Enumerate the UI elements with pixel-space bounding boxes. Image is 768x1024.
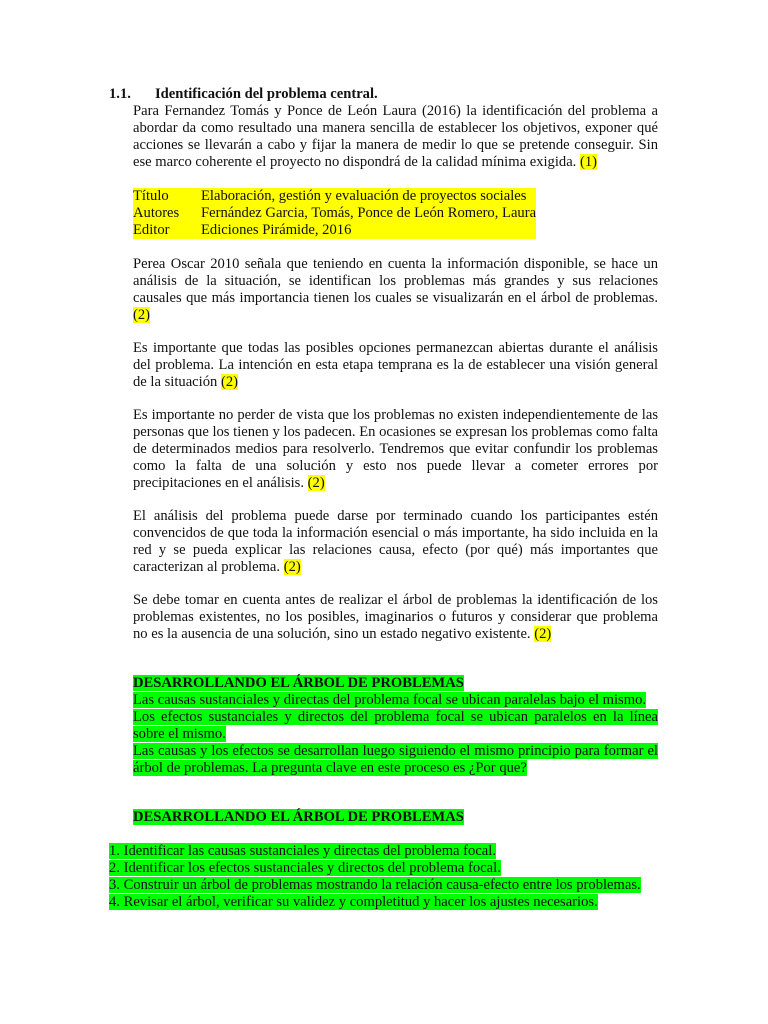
paragraph-reference: (2) <box>307 475 325 491</box>
tree-line <box>133 709 658 743</box>
citation-table <box>133 188 536 239</box>
section-number: 1.1. <box>109 86 131 102</box>
tree-line-text: Las causas sustanciales y directas del problema focal se ubican paralelas bajo el mismo. <box>133 692 647 708</box>
paragraph-text: El análisis del problema puede darse por terminado cuando los participantes estén convencidos de que toda la información esencial o más importante, ha sido incluida en la red y se pueda explicar las relaciones causa, efecto (por qué) más importantes que caracterizan al problema. <box>133 508 658 575</box>
paragraph-reference: (2) <box>133 307 151 323</box>
list-item <box>109 877 658 894</box>
list-item-text: 4. Revisar el árbol, verificar su validez y completitud y hacer los ajustes necesarios. <box>109 894 598 910</box>
citation-value: Elaboración, gestión y evaluación de proyectos sociales <box>201 188 536 205</box>
tree-line <box>133 743 658 777</box>
citation-key: Autores <box>133 205 201 222</box>
list-item <box>109 860 658 877</box>
citation-row <box>133 222 536 239</box>
paragraph-reference: (2) <box>534 626 552 642</box>
list-item-text: 1. Identificar las causas sustanciales y directas del problema focal. <box>109 843 496 859</box>
paragraph-opciones <box>133 340 658 391</box>
intro-reference: (1) <box>579 154 598 170</box>
paragraph-text: Es importante no perder de vista que los problemas no existen independientemente de las personas que los tienen y los padecen. En ocasiones se expresan los problemas como falta de determinados medios para resolverlo. Tendremos que evitar confundir los problemas como la falta de una solución y esto nos puede llevar a cometer errores por precipitaciones en el análisis. <box>133 407 658 491</box>
tree-section-1-body <box>133 692 658 777</box>
section-title: Identificación del problema central. <box>155 86 378 102</box>
intro-paragraph <box>133 103 658 171</box>
paragraph-text: Es importante que todas las posibles opciones permanezcan abiertas durante el análisis del problema. La intención en esta etapa temprana es la de establecer una visión general de la situación <box>133 340 658 390</box>
paragraph-perea <box>133 256 658 324</box>
tree-line-text: Las causas y los efectos se desarrollan luego siguiendo el mismo principio para formar el árbol de problemas. La pregunta clave en este proceso es ¿Por que? <box>133 743 658 776</box>
paragraph-reference: (2) <box>283 559 301 575</box>
section-heading <box>109 86 669 103</box>
paragraph-analisis <box>133 508 658 576</box>
tree-line-text: Los efectos sustanciales y directos del problema focal se ubican paralelos en la línea sobre el mismo. <box>133 709 658 742</box>
list-item <box>109 894 658 911</box>
tree-heading-1-text: DESARROLLANDO EL ÁRBOL DE PROBLEMAS <box>133 675 464 691</box>
list-item-text: 2. Identificar los efectos sustanciales y directos del problema focal. <box>109 860 501 876</box>
paragraph-text: Se debe tomar en cuenta antes de realizar el árbol de problemas la identificación de los problemas existentes, no los posibles, imaginarios o futuros y considerar que problema no es la ausencia de una solución, sino un estado negativo existente. <box>133 592 658 642</box>
tree-heading-2-text: DESARROLLANDO EL ÁRBOL DE PROBLEMAS <box>133 809 464 825</box>
paragraph-existentes <box>133 592 658 643</box>
citation-value: Ediciones Pirámide, 2016 <box>201 222 536 239</box>
tree-heading-1 <box>133 675 464 692</box>
citation-key: Editor <box>133 222 201 239</box>
tree-heading-2 <box>133 809 464 826</box>
list-item-text: 3. Construir un árbol de problemas mostrando la relación causa-efecto entre los problemas. <box>109 877 641 893</box>
paragraph-text: Perea Oscar 2010 señala que teniendo en cuenta la información disponible, se hace un análisis de la situación, se identifican los problemas más grandes y sus relaciones causales que más importancia tienen los cuales se visualizarán en el árbol de problemas. <box>133 256 658 306</box>
citation-key: Título <box>133 188 201 205</box>
citation-value: Fernández Garcia, Tomás, Ponce de León Romero, Laura <box>201 205 537 221</box>
tree-steps-list <box>109 843 658 911</box>
list-item <box>109 843 658 860</box>
citation-row <box>133 188 536 205</box>
intro-text: Para Fernandez Tomás y Ponce de León Laura (2016) la identificación del problema a abordar da como resultado una manera sencilla de establecer los objetivos, exponer qué acciones se llevarán a cabo y fijar la manera de medir lo que se pretende conseguir. Sin ese marco coherente el proyecto no dispondrá de la calidad mínima exigida. <box>133 103 658 170</box>
tree-line <box>133 692 658 709</box>
paragraph-personas <box>133 407 658 492</box>
citation-row <box>133 205 536 222</box>
paragraph-reference: (2) <box>220 374 238 390</box>
